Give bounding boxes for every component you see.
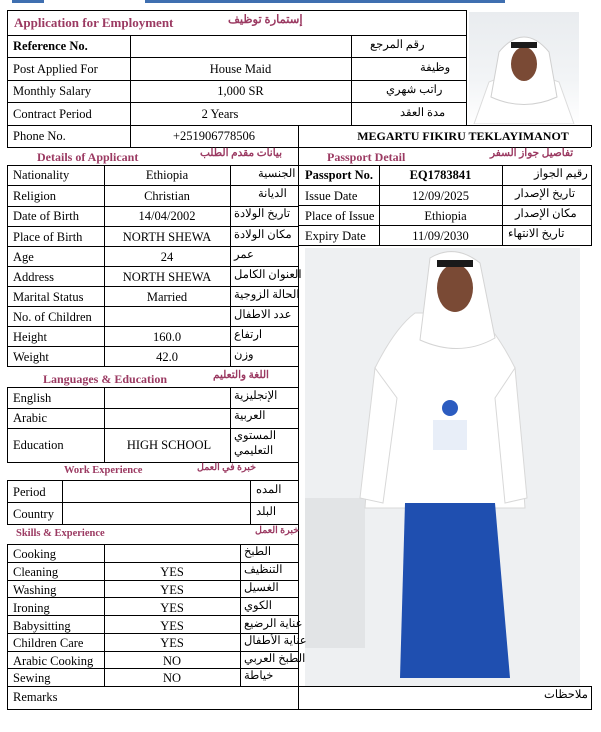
salary-label-ar: راتب شهري [386,84,443,96]
height-value: 160.0 [152,330,182,344]
weight-label: Weight [13,350,49,364]
children-label-ar: عدد الاطفال [234,309,292,321]
work-title-ar: خبرة في العمل [197,463,256,473]
education-label-ar-2: التعليمي [234,445,274,457]
skill-washing-label: Washing [13,583,57,597]
skill-arabic-cooking-label-ar: الطبخ العربي [244,653,306,665]
skill-cleaning-label: Cleaning [13,565,59,579]
marital-label-ar: الحالة الزوجية [234,289,300,301]
skill-sewing-label: Sewing [13,671,51,685]
header-bar-left [12,0,44,3]
expiry-date-label: Expiry Date [305,229,366,243]
full-body-photo [305,248,580,686]
reference-label-ar: رقم المرجع [370,39,425,51]
applicant-title: Details of Applicant [37,150,139,164]
period-label-ar: المده [256,484,282,496]
skill-cleaning-value: YES [160,565,184,579]
skill-children-care-label-ar: عناية الأطفال [244,635,307,647]
skill-ironing-label-ar: الكوي [244,600,272,612]
place-of-issue-value: Ethiopia [424,209,467,223]
education-label: Education [13,438,64,452]
pob-value: NORTH SHEWA [122,230,212,244]
period-label: Period [13,485,46,499]
contract-label-ar: مدة العقد [400,107,446,119]
age-value: 24 [160,250,174,264]
header-bar-right [145,0,505,3]
dob-value: 14/04/2002 [138,209,196,223]
education-label-ar-1: المستوي [234,430,277,442]
nationality-label: Nationality [13,168,70,182]
phone-value: +251906778506 [172,129,256,143]
headshot-photo [469,12,579,124]
country-label-ar: البلد [256,506,277,518]
arabic-label-ar: العربية [234,410,266,422]
applicant-title-ar: بيانات مقدم الطلب [200,148,283,159]
salary-value: 1,000 SR [217,84,264,98]
passport-no-label: Passport No. [305,168,374,182]
skill-washing-value: YES [160,583,184,597]
skill-arabic-cooking-label: Arabic Cooking [13,654,94,668]
age-label-ar: عمر [234,249,254,261]
skill-ironing-value: YES [160,601,184,615]
religion-label: Religion [13,189,57,203]
phone-label: Phone No. [13,129,66,143]
skill-cooking-label: Cooking [13,547,57,561]
skills-title: Skills & Experience [16,528,105,539]
languages-title: Languages & Education [43,372,168,386]
passport-no-value: EQ1783841 [409,168,472,182]
post-label: Post Applied For [13,62,98,76]
skill-sewing-label-ar: خياطة [244,670,274,682]
english-label: English [13,391,52,405]
post-label-ar: وظيفة [420,62,451,74]
work-title: Work Experience [64,465,143,476]
pob-label: Place of Birth [13,230,83,244]
expiry-date-label-ar: تاريخ الانتهاء [508,228,565,240]
skill-arabic-cooking-value: NO [162,654,182,668]
nationality-label-ar: الجنسية [258,168,296,180]
education-value: HIGH SCHOOL [126,438,212,452]
country-label: Country [13,507,54,521]
place-of-issue-label-ar: مكان الإصدار [515,208,577,220]
contract-label: Contract Period [13,107,92,121]
skill-cleaning-label-ar: التنظيف [244,564,283,576]
nationality-value: Ethiopia [145,168,189,182]
marital-value: Married [146,290,188,304]
issue-date-label: Issue Date [305,189,358,203]
issue-date-label-ar: تاريخ الإصدار [515,188,576,200]
skill-sewing-value: NO [162,671,182,685]
religion-value: Christian [144,189,190,203]
weight-label-ar: وزن [234,349,254,361]
religion-label-ar: الديانة [258,188,287,200]
age-label: Age [13,250,34,264]
height-label-ar: ارتفاع [234,329,263,341]
arabic-label: Arabic [13,411,48,425]
address-label: Address [13,270,54,284]
skill-children-care-value: YES [160,636,184,650]
expiry-date-value: 11/09/2030 [412,229,469,243]
children-label: No. of Children [13,310,92,324]
skills-title-ar: خبرة العمل [255,526,300,536]
passport-no-label-ar: رقيم الجواز [534,168,588,180]
reference-label: Reference No. [13,39,88,53]
marital-label: Marital Status [13,290,84,304]
remarks-label: Remarks [13,690,58,704]
place-of-issue-label: Place of Issue [305,209,375,223]
weight-value: 42.0 [156,350,178,364]
passport-title: Passport Detail [327,150,406,164]
form-title: Application for Employment [14,15,174,30]
applicant-full-name: MEGARTU FIKIRU TEKLAYIMANOT [357,129,569,143]
passport-title-ar: تفاصيل جواز السفر [490,148,574,159]
skill-washing-label-ar: الغسيل [244,582,279,594]
contract-value: 2 Years [201,107,239,121]
remarks-label-ar: ملاحظات [544,689,588,701]
skill-babysitting-value: YES [160,619,184,633]
skill-cooking-label-ar: الطبخ [244,546,272,558]
address-label-ar: العنوان الكامل [234,269,302,281]
skill-babysitting-label-ar: عناية الرضيع [244,618,303,630]
post-value: House Maid [209,62,272,76]
dob-label-ar: تاريخ الولادة [234,208,291,220]
skill-babysitting-label: Babysitting [13,619,71,633]
languages-title-ar: اللغة والتعليم [213,370,269,381]
issue-date-value: 12/09/2025 [412,189,469,203]
address-value: NORTH SHEWA [122,270,212,284]
pob-label-ar: مكان الولادة [234,229,292,241]
skill-children-care-label: Children Care [13,636,84,650]
height-label: Height [13,330,48,344]
skill-ironing-label: Ironing [13,601,50,615]
dob-label: Date of Birth [13,209,79,223]
form-title-ar: إستمارة توظيف [228,14,303,26]
english-label-ar: الإنجليزية [234,390,278,402]
salary-label: Monthly Salary [13,84,92,98]
